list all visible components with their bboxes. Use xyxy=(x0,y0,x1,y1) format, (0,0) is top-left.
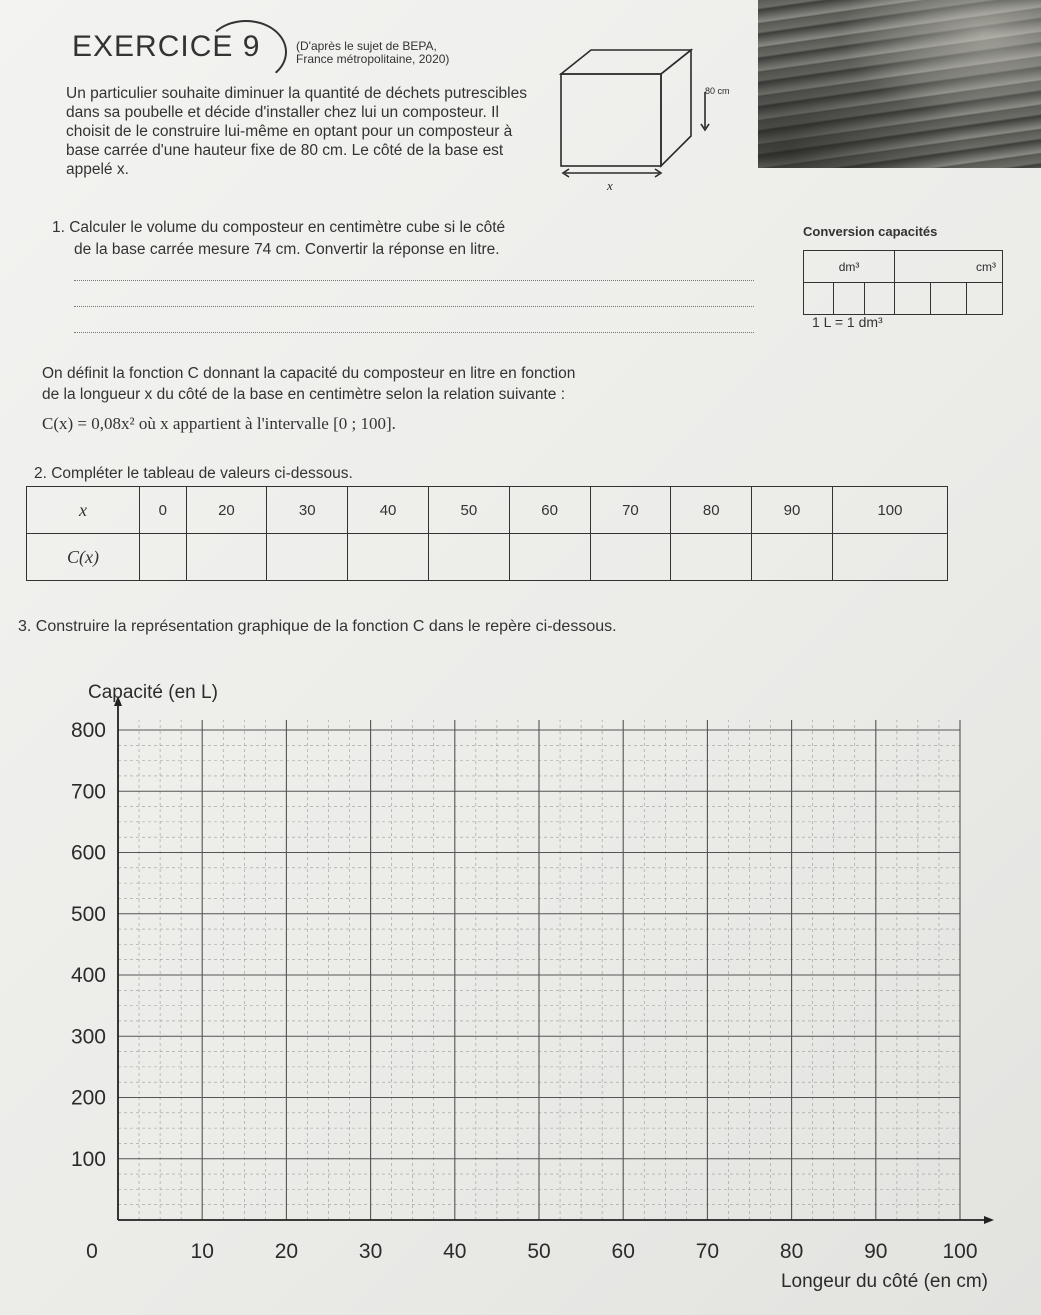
value-table-x-cell: 20 xyxy=(186,487,267,534)
box-front-face xyxy=(561,74,661,166)
value-table-c-cell[interactable] xyxy=(832,534,947,581)
y-tick-label: 700 xyxy=(70,780,106,804)
value-table-c-cell[interactable] xyxy=(590,534,671,581)
x-tick-label: 20 xyxy=(274,1240,299,1263)
conversion-equivalence: 1 L = 1 dm³ xyxy=(812,314,883,330)
y-tick-label: 800 xyxy=(70,719,106,742)
x-tick-label: 0 xyxy=(86,1240,98,1263)
y-tick-label: 500 xyxy=(70,902,106,926)
source-line-1: (D'après le sujet de BEPA, xyxy=(296,39,437,53)
value-table-c-cell[interactable] xyxy=(186,534,267,581)
exercise-intro: Un particulier souhaite diminuer la quantité de déchets putrescibles dans sa poubelle et décide d'installer chez lui un composteur. Il choisit de le construire lui-même en optant pour un composteur à base carrée d'une hauteur fixe de 80 cm. Le côté de la base est appelé x. xyxy=(66,85,527,178)
y-tick-label: 600 xyxy=(70,841,106,865)
box-side-face xyxy=(661,50,691,166)
y-tick-label: 100 xyxy=(70,1147,106,1171)
value-table-c-cell[interactable] xyxy=(140,534,187,581)
answer-line-1[interactable] xyxy=(74,279,754,281)
value-table-x-cell: 60 xyxy=(509,487,590,534)
x-axis-label: Longeur du côté (en cm) xyxy=(780,1271,988,1292)
x-tick-label: 40 xyxy=(443,1240,467,1263)
value-table-x-cell: 50 xyxy=(428,487,509,534)
value-table-x-cell: 0 xyxy=(140,487,187,534)
y-axis-label: Capacité (en L) xyxy=(88,682,218,703)
x-axis-arrowhead xyxy=(984,1216,994,1224)
x-tick-label: 60 xyxy=(611,1240,635,1263)
value-table-c-cell[interactable] xyxy=(348,534,429,581)
question-2: 2. Compléter le tableau de valeurs ci-dessous. xyxy=(34,465,353,482)
title-decoration-arc xyxy=(205,20,287,84)
value-table xyxy=(26,486,948,581)
box-top-face xyxy=(561,50,691,74)
function-definition: C(x) = 0,08x² où x appartient à l'intervalle [0 ; 100]. xyxy=(42,414,396,433)
value-table-x-cell: 100 xyxy=(832,487,947,534)
x-tick-label: 50 xyxy=(527,1240,551,1263)
conversion-cell[interactable] xyxy=(966,283,1002,315)
conversion-cell[interactable] xyxy=(864,283,894,315)
conversion-cell[interactable] xyxy=(895,283,931,315)
conversion-table xyxy=(803,250,1003,315)
exercise-title: EXERCICE 9 xyxy=(72,30,261,63)
y-tick-label: 400 xyxy=(70,964,106,987)
value-table-c-cell[interactable] xyxy=(428,534,509,581)
graph-frame xyxy=(0,670,1041,1315)
answer-line-2[interactable] xyxy=(74,305,754,307)
x-tick-label: 10 xyxy=(190,1240,214,1263)
answer-line-3[interactable] xyxy=(74,331,754,333)
x-tick-label: 80 xyxy=(779,1240,804,1263)
value-table-x-cell: 30 xyxy=(267,487,348,534)
x-tick-label: 30 xyxy=(358,1240,383,1263)
exercise-source xyxy=(296,40,449,66)
question-3: 3. Construire la représentation graphique de la fonction C dans le repère ci-dessous. xyxy=(18,618,617,635)
conversion-cell[interactable] xyxy=(834,283,864,315)
value-table-x-cell: 70 xyxy=(590,487,671,534)
source-line-2: France métropolitaine, 2020) xyxy=(296,52,450,66)
height-label: 80 cm xyxy=(705,86,730,96)
value-table-x-cell: 90 xyxy=(752,487,833,534)
conversion-title: Conversion capacités xyxy=(803,224,938,239)
value-table-c-header: C(x) xyxy=(27,534,140,581)
conversion-header-dm3: dm³ xyxy=(804,251,895,283)
question-1-line-1: 1. Calculer le volume du composteur en centimètre cube si le côté xyxy=(52,219,506,236)
definition-line-1: On définit la fonction C donnant la capacité du composteur en litre en fonction xyxy=(42,365,576,382)
conversion-cell[interactable] xyxy=(931,283,967,315)
definition-line-2: de la longueur x du côté de la base en centimètre selon la relation suivante : xyxy=(42,386,566,403)
value-table-c-cell[interactable] xyxy=(267,534,348,581)
conversion-header-cm3: cm³ xyxy=(895,251,1003,283)
value-table-x-cell: 40 xyxy=(348,487,429,534)
value-table-c-cell[interactable] xyxy=(671,534,752,581)
x-tick-label: 70 xyxy=(695,1240,720,1263)
base-label: x xyxy=(607,178,613,193)
value-table-x-header: x xyxy=(27,487,140,534)
value-table-x-cell: 80 xyxy=(671,487,752,534)
conversion-cell[interactable] xyxy=(804,283,834,315)
x-tick-label: 100 xyxy=(942,1240,978,1263)
y-tick-label: 200 xyxy=(70,1086,106,1110)
y-tick-label: 300 xyxy=(70,1025,106,1049)
value-table-c-cell[interactable] xyxy=(752,534,833,581)
composter-box-figure xyxy=(555,44,760,194)
value-table-c-cell[interactable] xyxy=(509,534,590,581)
question-1-line-2: de la base carrée mesure 74 cm. Convertir la réponse en litre. xyxy=(74,241,500,258)
x-tick-label: 90 xyxy=(864,1240,888,1263)
composter-photo-shading xyxy=(758,0,1041,168)
